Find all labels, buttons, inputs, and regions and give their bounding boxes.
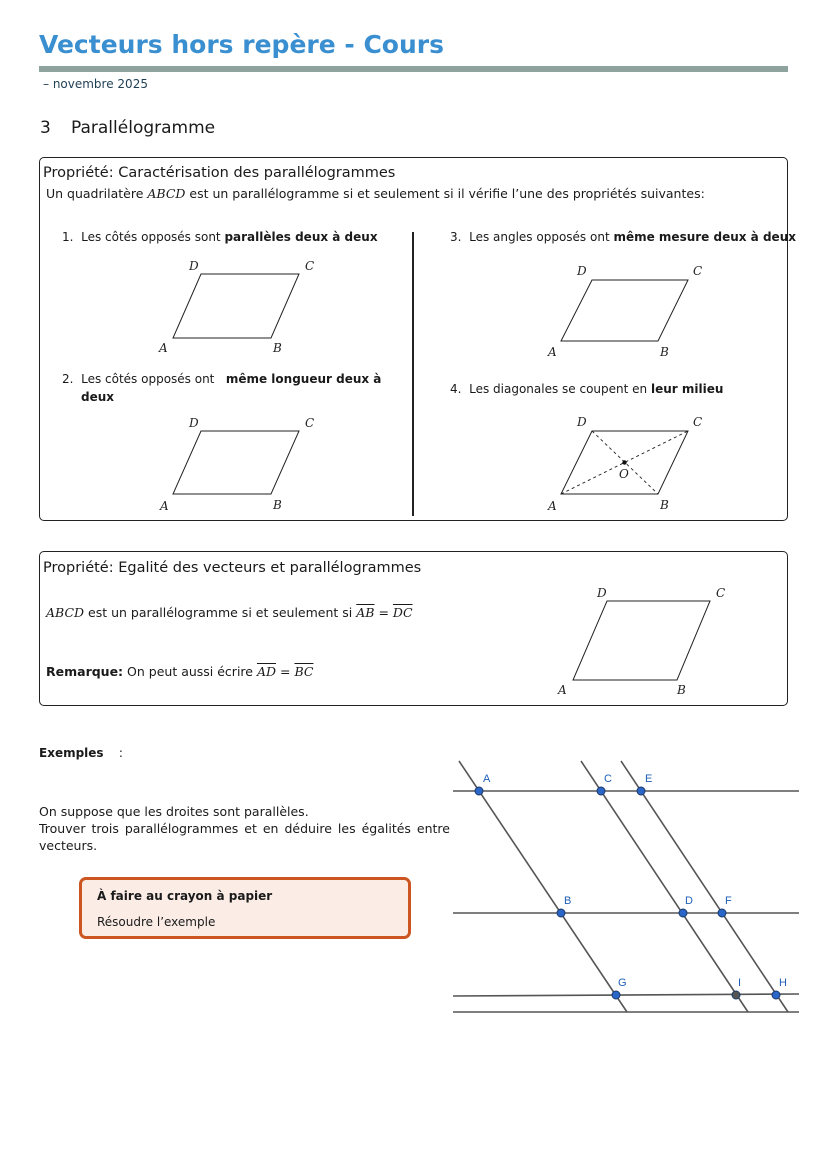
slanted-line-1 xyxy=(459,761,627,1012)
vertex-label-b: B xyxy=(273,498,282,512)
point-i xyxy=(732,991,740,999)
vertex-label-c: C xyxy=(693,264,703,278)
point-label-b: B xyxy=(564,895,572,907)
item-text: Les côtés opposés ont xyxy=(81,372,219,386)
vertex-label-d: D xyxy=(189,259,199,273)
section-title: Parallélogramme xyxy=(71,118,216,138)
vertex-label-d: D xyxy=(577,415,587,429)
intro-math: ABCD xyxy=(147,186,186,201)
point-label-g: G xyxy=(618,977,627,989)
item-text: Les côtés opposés sont xyxy=(81,230,225,244)
vertex-label-b: B xyxy=(273,341,282,355)
item-bold: leur milieu xyxy=(650,382,724,396)
section-number: 3 xyxy=(40,118,51,138)
point-label-c: C xyxy=(604,773,612,785)
item-bold: deux xyxy=(81,390,115,404)
vertex-label-a: A xyxy=(548,345,557,359)
item-bold: parallèles deux à deux xyxy=(224,230,378,244)
remark-label: Remarque: xyxy=(46,664,124,679)
vertex-label-d: D xyxy=(597,586,607,600)
example-line: Trouver trois parallélogrammes et en déduire les égalités entre xyxy=(39,821,450,836)
page-title: Vecteurs hors repère - Cours xyxy=(39,30,444,59)
statement-math: ABCD xyxy=(46,605,85,620)
vector-ab: $\overline{AB}$ xyxy=(356,605,375,620)
vertex-label-a: A xyxy=(160,499,169,513)
property-title: Propriété: Egalité des vecteurs et parallélogrammes xyxy=(43,560,422,576)
point-b xyxy=(557,909,565,917)
item-bold: même longueur deux à xyxy=(225,372,382,386)
vertex-label-d: D xyxy=(189,416,199,430)
point-f xyxy=(718,909,726,917)
slanted-line-2 xyxy=(581,761,748,1012)
point-a xyxy=(475,787,483,795)
point-g xyxy=(612,991,620,999)
vector-bc: $\overline{BC}$ xyxy=(294,664,314,679)
slanted-line-3 xyxy=(621,761,788,1012)
example-line: vecteurs. xyxy=(39,838,98,853)
point-label-e: E xyxy=(645,773,653,785)
vertex-label-o: O xyxy=(619,467,629,481)
vertex-label-b: B xyxy=(660,498,669,512)
todo-body: Résoudre l’exemple xyxy=(97,915,216,929)
vertex-label-c: C xyxy=(305,416,315,430)
point-label-d: D xyxy=(685,895,693,907)
equals-sign: = xyxy=(378,605,389,620)
point-label-h: H xyxy=(779,977,787,989)
examples-colon: : xyxy=(118,746,123,760)
examples-label: Exemples xyxy=(39,746,104,760)
equals-sign: = xyxy=(280,664,291,679)
point-label-a: A xyxy=(483,773,491,785)
point-h xyxy=(772,991,780,999)
item-text: Les diagonales se coupent en xyxy=(469,382,651,396)
item-number: 3. xyxy=(450,230,462,244)
point-label-i: I xyxy=(738,977,742,989)
vertex-label-c: C xyxy=(716,586,726,600)
intro-text: Un quadrilatère xyxy=(46,186,148,201)
item-bold: même mesure deux à deux xyxy=(613,230,796,244)
vertex-label-a: A xyxy=(558,683,567,697)
vertex-label-b: B xyxy=(660,345,669,359)
todo-title-text: À faire au crayon à papier xyxy=(97,889,273,903)
item-number: 1. xyxy=(62,230,74,244)
intro-text-end: est un parallélogramme si et seulement si il vérifie l’une des propriétés suivantes: xyxy=(185,186,705,201)
point-c xyxy=(597,787,605,795)
item-number: 4. xyxy=(450,382,462,396)
point-d xyxy=(679,909,687,917)
item-text: Les angles opposés ont xyxy=(469,230,614,244)
item-number: 2. xyxy=(62,372,74,386)
point-e xyxy=(637,787,645,795)
point-label-f: F xyxy=(725,895,732,907)
vector-ad: $\overline{AD}$ xyxy=(256,664,277,679)
vertex-label-a: A xyxy=(159,341,168,355)
remark-text: On peut aussi écrire xyxy=(123,664,257,679)
vertex-label-c: C xyxy=(305,259,315,273)
horizontal-line-3 xyxy=(453,994,799,996)
vertex-label-c: C xyxy=(693,415,703,429)
date-line: – novembre 2025 xyxy=(43,77,148,91)
example-line: On suppose que les droites sont parallèles. xyxy=(39,804,309,819)
vector-dc: $\overline{DC}$ xyxy=(392,605,413,620)
vertex-label-d: D xyxy=(577,264,587,278)
vertex-label-b: B xyxy=(677,683,686,697)
vertex-label-a: A xyxy=(548,499,557,513)
property-title: Propriété: Caractérisation des parallélogrammes xyxy=(43,165,396,181)
statement-text: est un parallélogramme si et seulement si xyxy=(84,605,357,620)
